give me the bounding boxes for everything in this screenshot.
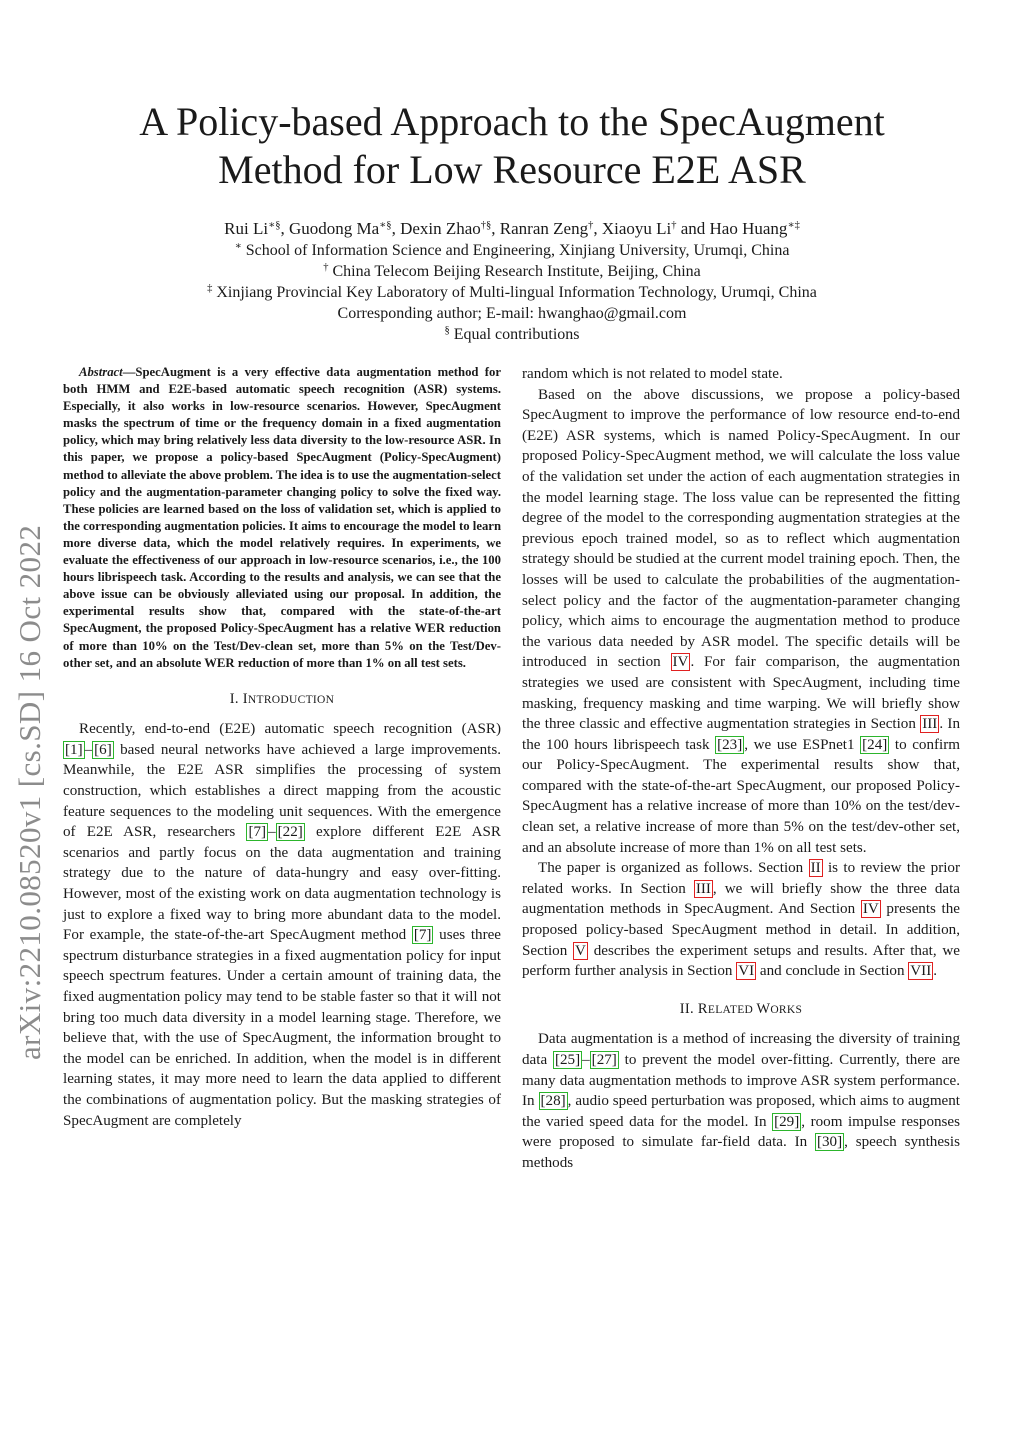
intro-paragraph-3: The paper is organized as follows. Section II is to review the prior related works. In Section III , we will briefly show the three data augmentation methods in SpecAugment. And Section IV presents the proposed policy-based SpecAugment method in detail. In addition, Section V describes the experiment setups and results. After that, we perform further analysis in Section VI and conclude in Section VII . — [522, 860, 960, 980]
citation-link[interactable]: [27] — [591, 1052, 617, 1068]
citation-link[interactable]: [29] — [774, 1113, 800, 1130]
author: Guodong Ma — [288, 219, 380, 238]
intro-paragraph-1: Recently, end-to-end (E2E) automatic speech recognition (ASR) [1] – [6] based neural networks have achieved a large improvements. Meanwhile, the E2E ASR simplifies the processing of system construction, which establishes a direct mapping from the acoustic feature sequences to the modeling unit sequences. With the emergence of E2E ASR, researchers [7] – [22] explore different E2E ASR scenarios and partly focus on the data augmentation and training strategy due to the nature of data-hungry and easy over-fitting. However, most of the existing work on data augmentation technology is just to explore a fixed way to bring more abundant data to the model. For example, the state-of-the-art SpecAugment method [7] uses three spectrum disturbance strategies in a fixed augmentation policy for input speech spectrum features. Under a certain amount of training data, the fixed augmentation policy may tend to be stable faster so that it will not bring too much data diversity in a model learning stage. Therefore, we believe that, with the use of SpecAugment, the information brought to the model can be enriched. In addition, when the model is in different learning states, it may more need to learn the data applied to different the combinations of augmentation policy. But the masking strategies of SpecAugment are completely — [63, 721, 501, 1129]
title-line-2: Method for Low Resource E2E ASR — [218, 147, 806, 192]
section-link[interactable]: VI — [738, 963, 755, 980]
section-link[interactable]: II — [810, 860, 821, 877]
section-link[interactable]: III — [695, 880, 711, 897]
equal-contribution-note: § Equal contributions — [444, 325, 580, 343]
author: Ranran Zeng — [499, 219, 589, 238]
author: Hao Huang — [709, 219, 788, 238]
paper-title — [90, 98, 934, 194]
section-link[interactable]: IV — [862, 901, 879, 918]
citation-link[interactable]: [6] — [94, 741, 112, 758]
title-line-1: A Policy-based Approach to the SpecAugment — [139, 99, 885, 144]
citation-link[interactable]: [30] — [816, 1134, 843, 1151]
affiliation-3: ‡ Xinjiang Provincial Key Laboratory of Multi-lingual Information Technology, Urumqi, China — [207, 283, 817, 301]
citation-link[interactable]: [22] — [277, 824, 303, 841]
citation-link[interactable]: [1] — [65, 741, 83, 758]
affiliation-2: † China Telecom Beijing Research Institute, Beijing, China — [323, 262, 701, 280]
left-column — [63, 364, 501, 1131]
citation-link[interactable]: [7] — [413, 927, 432, 944]
section-link[interactable]: V — [575, 942, 586, 959]
author-names: Rui Li∗§, Guodong Ma∗§, Dexin Zhao†§, Ranran Zeng†, Xiaoyu Li† and Hao Huang∗‡ — [224, 219, 800, 238]
abstract-label: Abstract — [79, 365, 123, 379]
section-heading-introduction: I. INTRODUCTION — [229, 690, 335, 707]
corresponding-author: Corresponding author; E-mail: hwanghao@gmail.com — [337, 305, 687, 322]
citation-link[interactable]: [25] — [554, 1052, 581, 1068]
related-paragraph-1: Data augmentation is a method of increasing the diversity of training data [25] – [27] to prevent the model over-fitting. Currently, there are many data augmentation methods to improve ASR system performance. In [28] , audio speed perturbation was proposed, which aims to augment the varied speed data for the model. In [29] , room impulse responses were proposed to simulate far-field data. In [30] , speech synthesis methods — [522, 1031, 961, 1171]
affiliation-1: ∗ School of Information Science and Engineering, Xinjiang University, Urumqi, China — [234, 241, 790, 259]
citation-link[interactable]: [24] — [862, 736, 888, 753]
abstract — [63, 364, 501, 672]
author: Dexin Zhao — [400, 219, 481, 238]
section-heading-related-works: II. RELATED WORKS — [679, 1000, 803, 1017]
author: Xiaoyu Li — [601, 219, 672, 238]
intro-paragraph-2: Based on the above discussions, we propose a policy-based SpecAugment to improve the performance of low resource end-to-end (E2E) ASR systems, which is named Policy-SpecAugment. In our proposed Policy-SpecAugment method, we will calculate the loss value of the validation set under the action of each augmentation strategies in the model learning stage. The loss value can be represented the fitting degree of the model to the corresponding augmentation strategies at the previous epoch trained model, so as to reflect which augmentation strategy should be studied at the current model training epoch. Then, the losses will be used to calculate the probabilities of the augmentation-select policy and the factor of the augmentation-parameter changing policy, which aims to encourage the augmentation method to produce the various data needed by ASR model. The specific details will be introduced in section IV . For fair comparison, the augmentation strategies we used are consistent with SpecAugment, including time masking, frequency masking and time warping. We will briefly show the three classic and effective augmentation strategies in Section III . In the 100 hours librispeech task [23] , we use ESPnet1 [24] to confirm our Policy-SpecAugment. The experimental results show that, compared with the state-of-the-art SpecAugment, our proposed Policy-SpecAugment has a relative increase of more than 10% on the test/dev-clean set, a relative increase of more than 5% on the test/dev-other set, and an absolute increase of more than 1% on all test sets. — [522, 386, 960, 856]
abstract-text: —SpecAugment is a very effective data augmentation method for both HMM and E2E-based automatic speech recognition (ASR) systems. Especially, it also works in low-resource scenarios. However, SpecAugment masks the spectrum of time or the frequency domain in a fixed augmentation policy, which may bring relatively less data diversity to the low-resource ASR. In this paper, we propose a policy-based SpecAugment (Policy-SpecAugment) method to alleviate the above problem. The idea is to use the augmentation-select policy and the augmentation-parameter changing policy to solve the fixed way. These policies are learned based on the loss of validation set, which is applied to the corresponding augmentation policies. It aims to encourage the model to learn more diverse data, which the model relatively requires. In experiments, we evaluate the effectiveness of our approach in low-resource scenarios, i.e., the 100 hours librispeech task. According to the results and analysis, we can see that the above issue can be obviously alleviated using our proposal. In addition, the experimental results show that, compared with the state-of-the-art SpecAugment, the proposed Policy-SpecAugment has a relative WER reduction of more than 10% on the Test/Dev-clean set, more than 5% on the Test/Dev-other set, and an absolute WER reduction of more than 1% on all test sets. — [63, 365, 501, 670]
intro-paragraph-1-continued: random which is not related to model state. — [522, 366, 783, 382]
section-link[interactable]: IV — [672, 654, 689, 671]
author: Rui Li — [224, 219, 269, 238]
section-link[interactable]: VII — [910, 963, 932, 980]
citation-link[interactable]: [23] — [717, 736, 743, 753]
section-link[interactable]: III — [922, 716, 938, 733]
arxiv-identifier: arXiv:2210.08520v1 [cs.SD] 16 Oct 2022 — [12, 524, 47, 1060]
right-column — [522, 364, 960, 1174]
citation-link[interactable]: [7] — [248, 824, 267, 841]
author-block — [110, 218, 914, 345]
citation-link[interactable]: [28] — [540, 1093, 566, 1110]
